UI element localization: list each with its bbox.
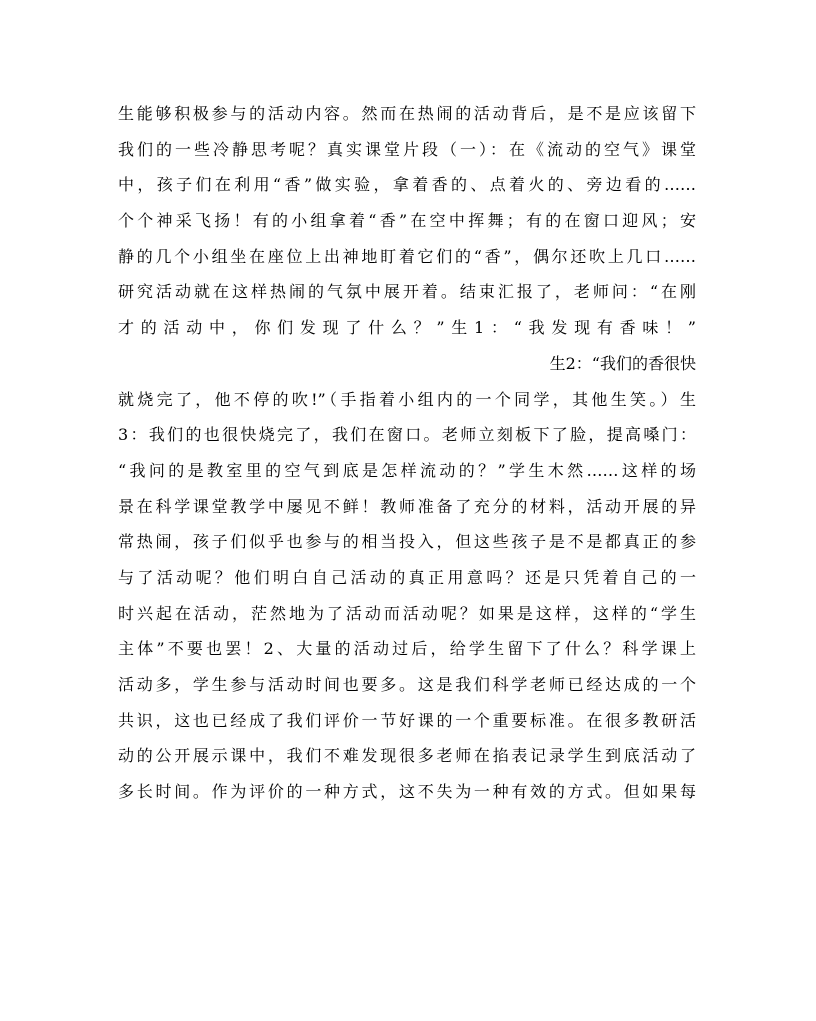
text-line: “我问的是教室里的空气到底是怎样流动的？”学生木然……这样的场 [118, 460, 696, 480]
text-line: 时兴起在活动，茫然地为了活动而活动呢？如果是这样，这样的“学生 [118, 603, 696, 623]
text-line: 多长时间。作为评价的一种方式，这不失为一种有效的方式。但如果每 [118, 782, 696, 802]
text-line: 共识，这也已经成了我们评价一节好课的一个重要标准。在很多教研活 [118, 710, 696, 730]
text-line: 与了活动呢？他们明白自己活动的真正用意吗？还是只凭着自己的一 [118, 567, 696, 587]
text-line: 景在科学课堂教学中屡见不鲜！教师准备了充分的材料，活动开展的异 [118, 496, 696, 516]
text-line: 就烧完了，他不停的吹!”（手指着小组内的一个同学，其他生笑。）生 [118, 389, 696, 409]
text-line: 活动多，学生参与活动时间也要多。这是我们科学老师已经达成的一个 [118, 675, 696, 694]
text-line: 我们的一些冷静思考呢？真实课堂片段（一）：在《流动的空气》课堂 [118, 139, 696, 159]
text-line: 生2：“我们的香很快 [549, 353, 696, 373]
text-line: 生能够积极参与的活动内容。然而在热闹的活动背后，是不是应该留下 [118, 104, 696, 123]
text-line: 研究活动就在这样热闹的气氛中展开着。结束汇报了，老师问：“在刚 [118, 282, 696, 302]
text-line: 才的活动中，你们发现了什么？”生1：“我发现有香味！” [118, 318, 696, 338]
text-line: 静的几个小组坐在座位上出神地盯着它们的“香”，偶尔还吹上几口…… [118, 246, 696, 266]
text-line: 常热闹，孩子们似乎也参与的相当投入，但这些孩子是不是都真正的参 [118, 532, 696, 552]
text-line: 主体”不要也罢！2、大量的活动过后，给学生留下了什么？科学课上 [118, 639, 696, 659]
text-line: 中，孩子们在利用“香”做实验，拿着香的、点着火的、旁边看的…… [118, 175, 696, 195]
body-text [118, 96, 696, 810]
text-line: 3：我们的也很快烧完了，我们在窗口。老师立刻板下了脸，提高嗓门： [118, 425, 696, 445]
text-line: 个个神采飞扬！有的小组拿着“香”在空中挥舞；有的在窗口迎风；安 [118, 211, 696, 231]
text-line: 动的公开展示课中，我们不难发现很多老师在掐表记录学生到底活动了 [118, 746, 696, 766]
